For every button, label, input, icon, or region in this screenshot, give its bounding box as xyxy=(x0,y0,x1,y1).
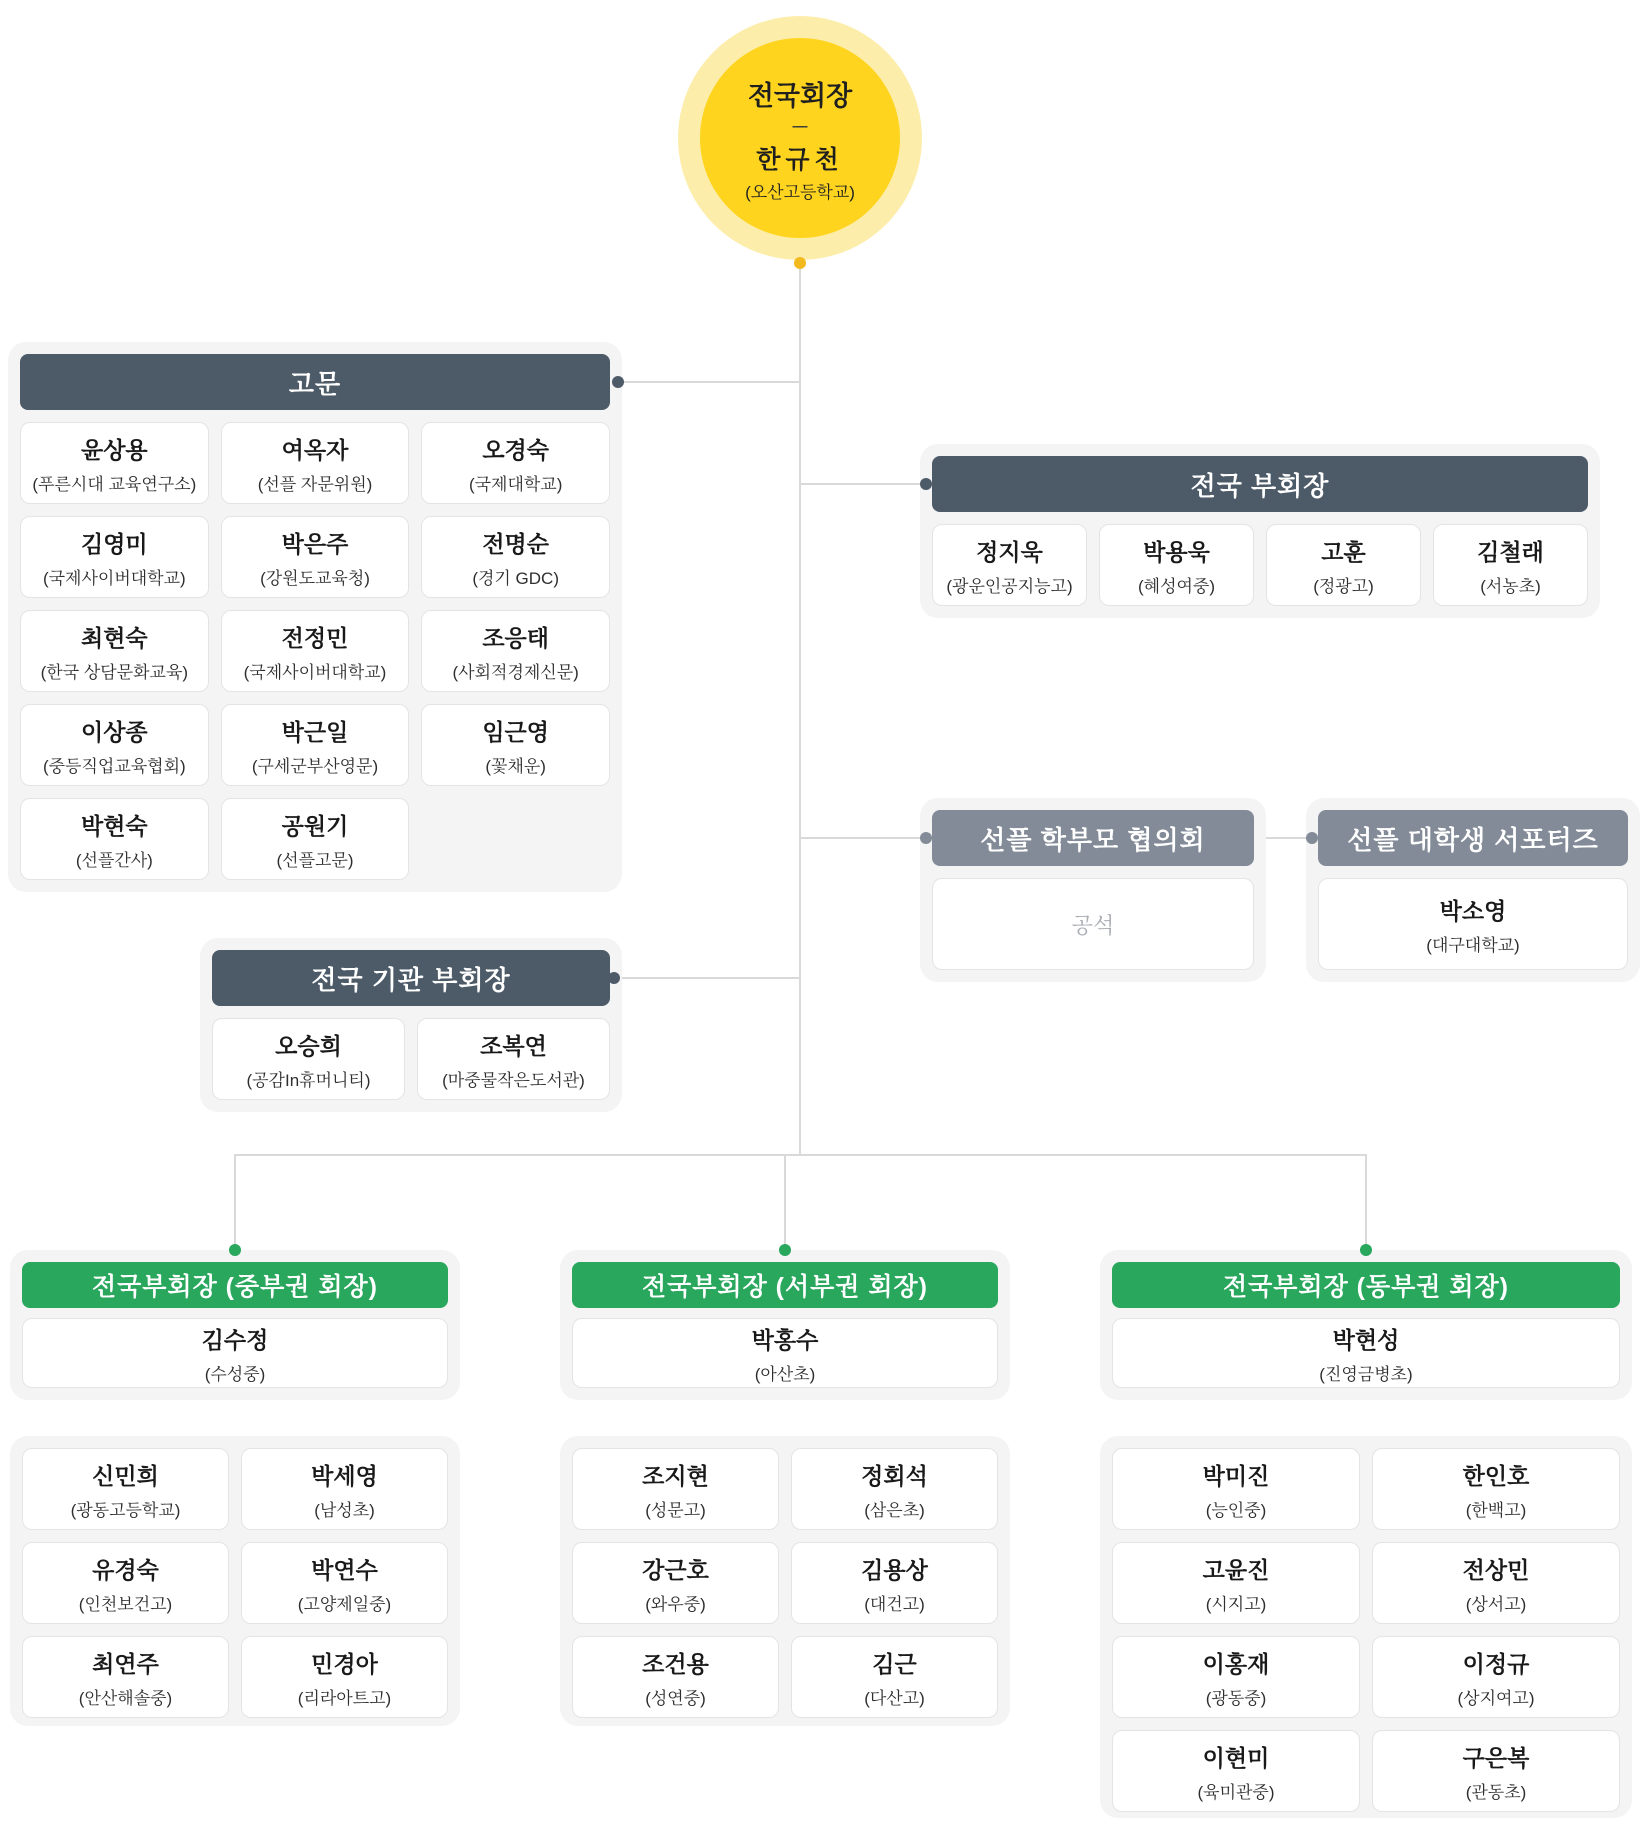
member-card xyxy=(1372,1636,1620,1718)
member-card xyxy=(22,1636,229,1718)
member-card xyxy=(417,1018,610,1100)
parents-council-panel xyxy=(920,798,1266,982)
region-east-header: 전국부회장 (동부권 회장) xyxy=(1112,1262,1620,1308)
national-vp-header: 전국 부회장 xyxy=(932,456,1588,512)
member-name: 정회석 xyxy=(861,1462,928,1489)
member-card xyxy=(221,798,410,880)
member-org: (시지고) xyxy=(1205,1594,1267,1614)
member-org: (공감In휴머니티) xyxy=(246,1070,371,1090)
parents-council-card xyxy=(932,878,1254,970)
member-name: 공원기 xyxy=(281,812,349,839)
member-name: 최연주 xyxy=(92,1650,159,1677)
member-name: 이현미 xyxy=(1202,1744,1270,1771)
member-card xyxy=(221,516,410,598)
member-name: 고윤진 xyxy=(1202,1556,1270,1583)
advisors-branch-dot xyxy=(612,376,624,388)
region-west-members-panel xyxy=(560,1436,1010,1726)
connector-trunk xyxy=(799,258,801,1156)
member-card xyxy=(932,524,1087,606)
connector-drop-east xyxy=(1365,1154,1367,1246)
region-west-header: 전국부회장 (서부권 회장) xyxy=(572,1262,998,1308)
advisors-grid xyxy=(20,422,610,880)
nvp-branch-dot xyxy=(920,478,932,490)
member-org: (선플간사) xyxy=(75,850,153,870)
region-central-head-panel xyxy=(10,1250,460,1400)
member-org: (한국 상담문화교육) xyxy=(40,662,189,682)
parents-council-header: 선플 학부모 협의회 xyxy=(932,810,1254,866)
member-org: (경기 GDC) xyxy=(472,568,559,588)
member-org: (수성중) xyxy=(204,1364,266,1384)
member-card xyxy=(1372,1448,1620,1530)
member-org: (상서고) xyxy=(1465,1594,1527,1614)
member-card xyxy=(1112,1542,1360,1624)
member-card xyxy=(22,1448,229,1530)
member-org: (남성초) xyxy=(314,1500,375,1520)
region-central-leader-card xyxy=(22,1318,448,1388)
member-name: 박소영 xyxy=(1439,897,1507,924)
member-card xyxy=(221,704,410,786)
member-card xyxy=(20,704,209,786)
president-divider: — xyxy=(792,117,808,135)
member-name: 고훈 xyxy=(1321,538,1366,565)
member-org: (사회적경제신문) xyxy=(452,662,579,682)
member-card xyxy=(791,1542,998,1624)
member-org: (마중물작은도서관) xyxy=(442,1070,585,1090)
member-card xyxy=(20,798,209,880)
member-org: (광동중) xyxy=(1205,1688,1267,1708)
member-org: (대건고) xyxy=(864,1594,925,1614)
connector-parents-branch xyxy=(800,837,926,839)
member-org: (다산고) xyxy=(864,1688,925,1708)
member-name: 박용욱 xyxy=(1143,538,1210,565)
member-org: (국제사이버대학교) xyxy=(243,662,387,682)
member-card xyxy=(791,1448,998,1530)
member-card xyxy=(421,422,610,504)
member-card xyxy=(421,704,610,786)
national-vp-grid xyxy=(932,524,1588,606)
member-card xyxy=(421,610,610,692)
member-name: 김근 xyxy=(872,1650,917,1677)
member-card xyxy=(1433,524,1588,606)
member-name: 박미진 xyxy=(1202,1462,1270,1489)
member-card xyxy=(241,1448,448,1530)
member-org: (관동초) xyxy=(1465,1782,1527,1802)
member-name: 이정규 xyxy=(1462,1650,1530,1677)
member-org: (국제사이버대학교) xyxy=(42,568,186,588)
member-org: (중등직업교육협회) xyxy=(42,756,186,776)
region-east-grid xyxy=(1112,1448,1620,1812)
connector-drop-central xyxy=(234,1154,236,1246)
president-name: 한규천 xyxy=(756,145,844,174)
org-vp-grid xyxy=(212,1018,610,1100)
member-org: (리라아트고) xyxy=(297,1688,392,1708)
connector-drop-west xyxy=(784,1154,786,1246)
member-name: 조건용 xyxy=(642,1650,709,1677)
connector-nvp-branch xyxy=(800,483,926,485)
member-name: 오승희 xyxy=(275,1032,342,1059)
member-name: 박세영 xyxy=(311,1462,378,1489)
member-name: 전명순 xyxy=(482,530,549,557)
member-card xyxy=(22,1542,229,1624)
member-org: (꽃채운) xyxy=(485,756,546,776)
vacant-label: 공석 xyxy=(1071,912,1115,938)
member-name: 전정민 xyxy=(281,624,349,651)
member-card xyxy=(241,1542,448,1624)
president-circle xyxy=(700,38,900,238)
member-card xyxy=(212,1018,405,1100)
member-name: 조응태 xyxy=(482,624,549,651)
member-name: 김철래 xyxy=(1477,538,1544,565)
member-card xyxy=(1112,1730,1360,1812)
member-card xyxy=(572,1636,779,1718)
org-vp-panel xyxy=(200,938,622,1112)
region-central-members-panel xyxy=(10,1436,460,1726)
region-east-head-panel xyxy=(1100,1250,1632,1400)
member-org: (진영금병초) xyxy=(1319,1364,1413,1384)
member-name: 박은주 xyxy=(281,530,349,557)
member-org: (푸른시대 교육연구소) xyxy=(32,474,197,494)
member-card xyxy=(20,610,209,692)
member-name: 오경숙 xyxy=(482,436,549,463)
college-supporters-panel xyxy=(1306,798,1640,982)
member-name: 박현숙 xyxy=(81,812,148,839)
president-org: (오산고등학교) xyxy=(745,182,855,202)
member-org: (인천보건고) xyxy=(78,1594,173,1614)
member-card xyxy=(791,1636,998,1718)
college-supporters-header: 선플 대학생 서포터즈 xyxy=(1318,810,1628,866)
member-org: (선플고문) xyxy=(276,850,354,870)
member-org: (와우중) xyxy=(645,1594,706,1614)
region-east-leader-card xyxy=(1112,1318,1620,1388)
region-east-dot xyxy=(1360,1244,1372,1256)
member-card xyxy=(421,516,610,598)
member-name: 한인호 xyxy=(1462,1462,1530,1489)
connector-advisors-branch xyxy=(620,381,800,383)
member-name: 조복연 xyxy=(480,1032,547,1059)
member-name: 김영미 xyxy=(81,530,148,557)
member-org: (육미관중) xyxy=(1197,1782,1275,1802)
member-name: 김수정 xyxy=(201,1326,269,1353)
member-org: (성연중) xyxy=(645,1688,706,1708)
member-card xyxy=(572,1542,779,1624)
member-org: (혜성여중) xyxy=(1137,576,1215,596)
member-card xyxy=(572,1448,779,1530)
member-name: 민경아 xyxy=(311,1650,378,1677)
president-title: 전국회장 xyxy=(747,80,853,111)
member-org: (서농초) xyxy=(1480,576,1541,596)
member-name: 강근호 xyxy=(642,1556,709,1583)
region-east-members-panel xyxy=(1100,1436,1632,1818)
member-org: (고양제일중) xyxy=(297,1594,392,1614)
orgvp-branch-dot xyxy=(608,972,620,984)
member-name: 유경숙 xyxy=(92,1556,159,1583)
member-name: 박연수 xyxy=(311,1556,378,1583)
member-card xyxy=(1099,524,1254,606)
national-vp-panel xyxy=(920,444,1600,618)
member-org: (정광고) xyxy=(1313,576,1374,596)
member-org: (대구대학교) xyxy=(1426,935,1520,955)
member-org: (선플 자문위원) xyxy=(257,474,373,494)
member-card xyxy=(1112,1636,1360,1718)
member-name: 윤상용 xyxy=(81,436,148,463)
college-supporters-card xyxy=(1318,878,1628,970)
org-vp-header: 전국 기관 부회장 xyxy=(212,950,610,1006)
region-west-head-panel xyxy=(560,1250,1010,1400)
member-org: (강원도교육청) xyxy=(260,568,370,588)
member-org: (삼은초) xyxy=(864,1500,925,1520)
member-org: (국제대학교) xyxy=(468,474,563,494)
member-card xyxy=(221,422,410,504)
region-west-leader-card xyxy=(572,1318,998,1388)
supporters-branch-dot xyxy=(1306,832,1318,844)
region-central-header: 전국부회장 (중부권 회장) xyxy=(22,1262,448,1308)
member-card xyxy=(1112,1448,1360,1530)
member-org: (구세군부산영문) xyxy=(251,756,379,776)
member-name: 정지욱 xyxy=(976,538,1043,565)
member-org: (한백고) xyxy=(1465,1500,1527,1520)
connector-orgvp-branch xyxy=(614,977,800,979)
member-name: 신민희 xyxy=(92,1462,159,1489)
advisors-panel xyxy=(8,342,622,892)
member-org: (상지여고) xyxy=(1457,1688,1535,1708)
advisors-header: 고문 xyxy=(20,354,610,410)
member-card xyxy=(1372,1730,1620,1812)
president-connector-dot xyxy=(794,257,806,269)
connector-supporters-link xyxy=(1262,837,1312,839)
member-card xyxy=(221,610,410,692)
region-central-grid xyxy=(22,1448,448,1718)
member-name: 이상종 xyxy=(81,718,148,745)
region-central-dot xyxy=(229,1244,241,1256)
member-name: 임근영 xyxy=(482,718,549,745)
member-org: (광동고등학교) xyxy=(70,1500,181,1520)
member-name: 조지현 xyxy=(642,1462,709,1489)
member-card xyxy=(20,516,209,598)
member-card xyxy=(1266,524,1421,606)
region-west-grid xyxy=(572,1448,998,1718)
member-name: 여옥자 xyxy=(281,436,349,463)
member-org: (안산해솔중) xyxy=(78,1688,173,1708)
member-name: 김용상 xyxy=(861,1556,928,1583)
member-name: 박홍수 xyxy=(751,1326,819,1353)
connector-bottom-rail xyxy=(234,1154,1367,1156)
member-name: 박현성 xyxy=(1332,1326,1400,1353)
member-card xyxy=(20,422,209,504)
member-org: (능인중) xyxy=(1205,1500,1267,1520)
member-card xyxy=(241,1636,448,1718)
member-org: (아산초) xyxy=(754,1364,816,1384)
parents-branch-dot xyxy=(920,832,932,844)
member-name: 최현숙 xyxy=(81,624,148,651)
member-name: 박근일 xyxy=(281,718,349,745)
member-name: 전상민 xyxy=(1462,1556,1530,1583)
member-org: (광운인공지능고) xyxy=(946,576,1073,596)
member-name: 이홍재 xyxy=(1202,1650,1270,1677)
member-card xyxy=(1372,1542,1620,1624)
region-west-dot xyxy=(779,1244,791,1256)
member-name: 구은복 xyxy=(1462,1744,1530,1771)
member-org: (성문고) xyxy=(645,1500,706,1520)
